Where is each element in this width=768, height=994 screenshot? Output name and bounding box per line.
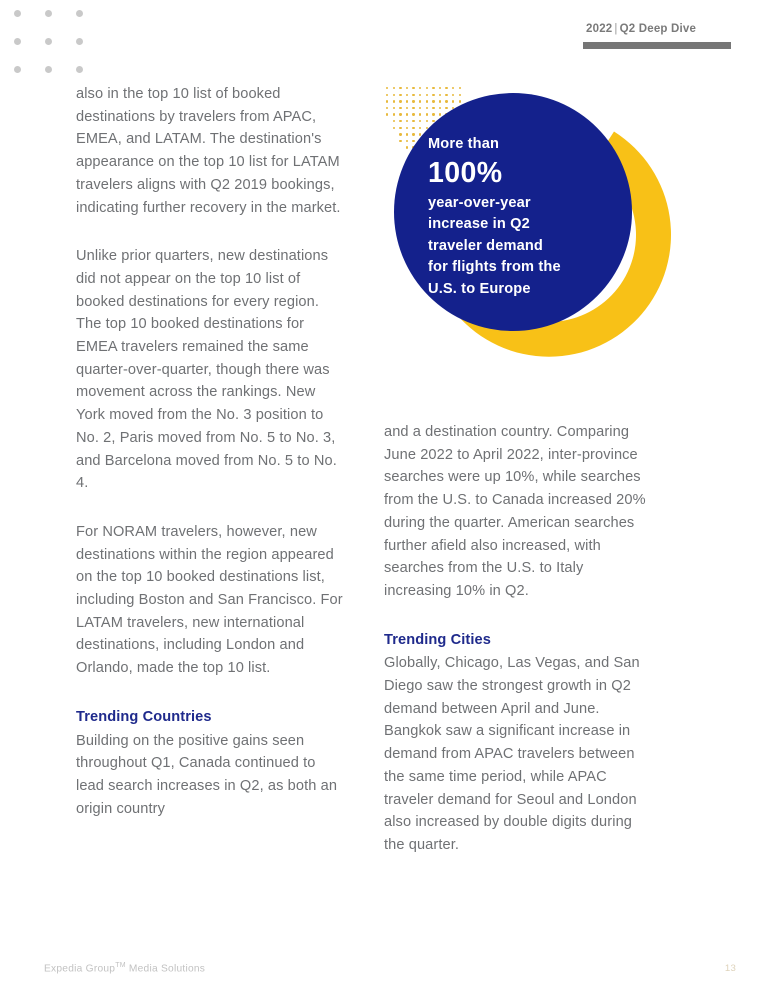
pattern-dot — [426, 100, 428, 102]
pattern-dot — [452, 87, 454, 89]
pattern-dot — [406, 140, 408, 142]
infographic-line-1: year-over-year — [428, 194, 531, 211]
pattern-dot — [406, 107, 408, 109]
pattern-dot — [439, 87, 441, 89]
pattern-dot — [426, 87, 428, 89]
decorative-dot — [45, 38, 52, 45]
section-heading-trending-cities: Trending Cities — [384, 631, 491, 648]
corner-dot-grid — [14, 10, 84, 80]
decorative-dot — [14, 66, 21, 73]
pattern-dot — [419, 87, 421, 89]
stat-infographic — [372, 82, 702, 382]
pattern-dot — [393, 94, 395, 96]
pattern-dot — [406, 94, 408, 96]
pattern-dot — [432, 87, 434, 89]
pattern-dot — [439, 100, 441, 102]
pattern-dot — [419, 94, 421, 96]
pattern-dot — [399, 94, 401, 96]
pattern-dot — [432, 107, 434, 109]
infographic-line-3: traveler demand — [428, 237, 543, 254]
pattern-dot — [412, 87, 414, 89]
paragraph: Building on the positive gains seen throughout Q1, Canada continued to lead search increases in Q2, as both an origin country — [76, 732, 338, 817]
pattern-dot — [426, 107, 428, 109]
left-column — [76, 83, 344, 820]
pattern-dot — [439, 94, 441, 96]
page-number: 13 — [724, 963, 736, 974]
pattern-dot — [445, 100, 447, 102]
pattern-dot — [393, 113, 395, 115]
paragraph: and a destination country. Comparing June 2022 to April 2022, inter-province searches were up 10%, while searches from the U.S. to Canada increased 20% during the quarter. American searches further afield also increased, with searches from the U.S. to Italy increasing 10% in Q2. — [384, 424, 646, 599]
pattern-dot — [412, 107, 414, 109]
pattern-dot — [386, 100, 388, 102]
pattern-dot — [426, 94, 428, 96]
decorative-dot — [14, 38, 21, 45]
pattern-dot — [412, 94, 414, 96]
pattern-dot — [459, 94, 461, 96]
pattern-dot — [406, 146, 408, 148]
pattern-dot — [399, 100, 401, 102]
header-rule — [583, 42, 731, 49]
page-header — [583, 22, 735, 49]
pattern-dot — [445, 87, 447, 89]
pattern-dot — [419, 107, 421, 109]
pattern-dot — [406, 100, 408, 102]
pattern-dot — [386, 87, 388, 89]
pattern-dot — [445, 107, 447, 109]
pattern-dot — [406, 133, 408, 135]
header-year: 2022 — [586, 23, 613, 35]
decorative-dot — [76, 10, 83, 17]
decorative-dot — [45, 66, 52, 73]
decorative-dot — [76, 66, 83, 73]
pattern-dot — [393, 107, 395, 109]
pattern-dot — [393, 100, 395, 102]
pattern-dot — [399, 107, 401, 109]
header-title: Q2 Deep Dive — [619, 23, 697, 35]
pattern-dot — [399, 140, 401, 142]
paragraph: also in the top 10 list of booked destinations by travelers from APAC, EMEA, and LATAM. The destination's appearance on the top 10 list for LATAM travelers aligns with Q2 2019 bookings, indicating further recovery in the market. — [76, 86, 341, 216]
pattern-dot — [393, 120, 395, 122]
pattern-dot — [412, 100, 414, 102]
infographic-line-4: for flights from the — [428, 259, 561, 276]
pattern-dot — [406, 87, 408, 89]
pattern-dot — [399, 133, 401, 135]
infographic-line-2: increase in Q2 — [428, 216, 530, 233]
footer-brand — [44, 962, 205, 974]
pattern-dot — [432, 100, 434, 102]
infographic-stat: 100% — [428, 156, 503, 189]
pattern-dot — [399, 127, 401, 129]
pattern-dot — [459, 87, 461, 89]
pattern-dot — [459, 100, 461, 102]
pattern-dot — [419, 100, 421, 102]
infographic-line-5: U.S. to Europe — [428, 280, 531, 297]
pattern-dot — [432, 94, 434, 96]
pattern-dot — [386, 113, 388, 115]
decorative-dot — [14, 10, 21, 17]
pattern-dot — [445, 94, 447, 96]
pattern-dot — [386, 94, 388, 96]
pattern-dot — [399, 113, 401, 115]
paragraph: For NORAM travelers, however, new destinations within the region appeared on the top 10 booked destinations list, including Boston and San Francisco. For LATAM travelers, new international destinations, including London and Orlando, made the top 10 list. — [76, 523, 343, 677]
footer-brand-suffix: Media Solutions — [125, 963, 206, 974]
right-column — [384, 421, 652, 857]
pattern-dot — [393, 127, 395, 129]
pattern-dot — [399, 120, 401, 122]
decorative-dot — [76, 38, 83, 45]
infographic-text — [428, 134, 608, 301]
pattern-dot — [386, 107, 388, 109]
pattern-dot — [406, 120, 408, 122]
pattern-dot — [452, 94, 454, 96]
pattern-dot — [406, 127, 408, 129]
pattern-dot — [452, 100, 454, 102]
decorative-dot — [45, 10, 52, 17]
pattern-dot — [399, 87, 401, 89]
header-separator: | — [614, 23, 618, 35]
pattern-dot — [406, 113, 408, 115]
trademark-symbol: TM — [115, 961, 126, 969]
pattern-dot — [393, 87, 395, 89]
infographic-eyebrow: More than — [428, 136, 500, 152]
header-title-line — [583, 22, 735, 36]
footer-brand-name: Expedia Group — [44, 963, 116, 974]
pattern-dot — [439, 107, 441, 109]
paragraph: Globally, Chicago, Las Vegas, and San Diego saw the strongest growth in Q2 demand between April and June. Bangkok saw a significant increase in demand from APAC travelers between the same time period, while APAC traveler demand for Seoul and London also increased by double digits during the quarter. — [384, 655, 640, 853]
paragraph: Unlike prior quarters, new destinations did not appear on the top 10 list of booked destinations for every region. The top 10 booked destinations for EMEA travelers remained the same quarter-over-quarter, though there was movement across the rankings. New York moved from the No. 3 position to No. 2, Paris moved from No. 5 to No. 3, and Barcelona moved from No. 5 to No. 4. — [76, 248, 337, 492]
section-heading-trending-countries: Trending Countries — [76, 708, 212, 725]
